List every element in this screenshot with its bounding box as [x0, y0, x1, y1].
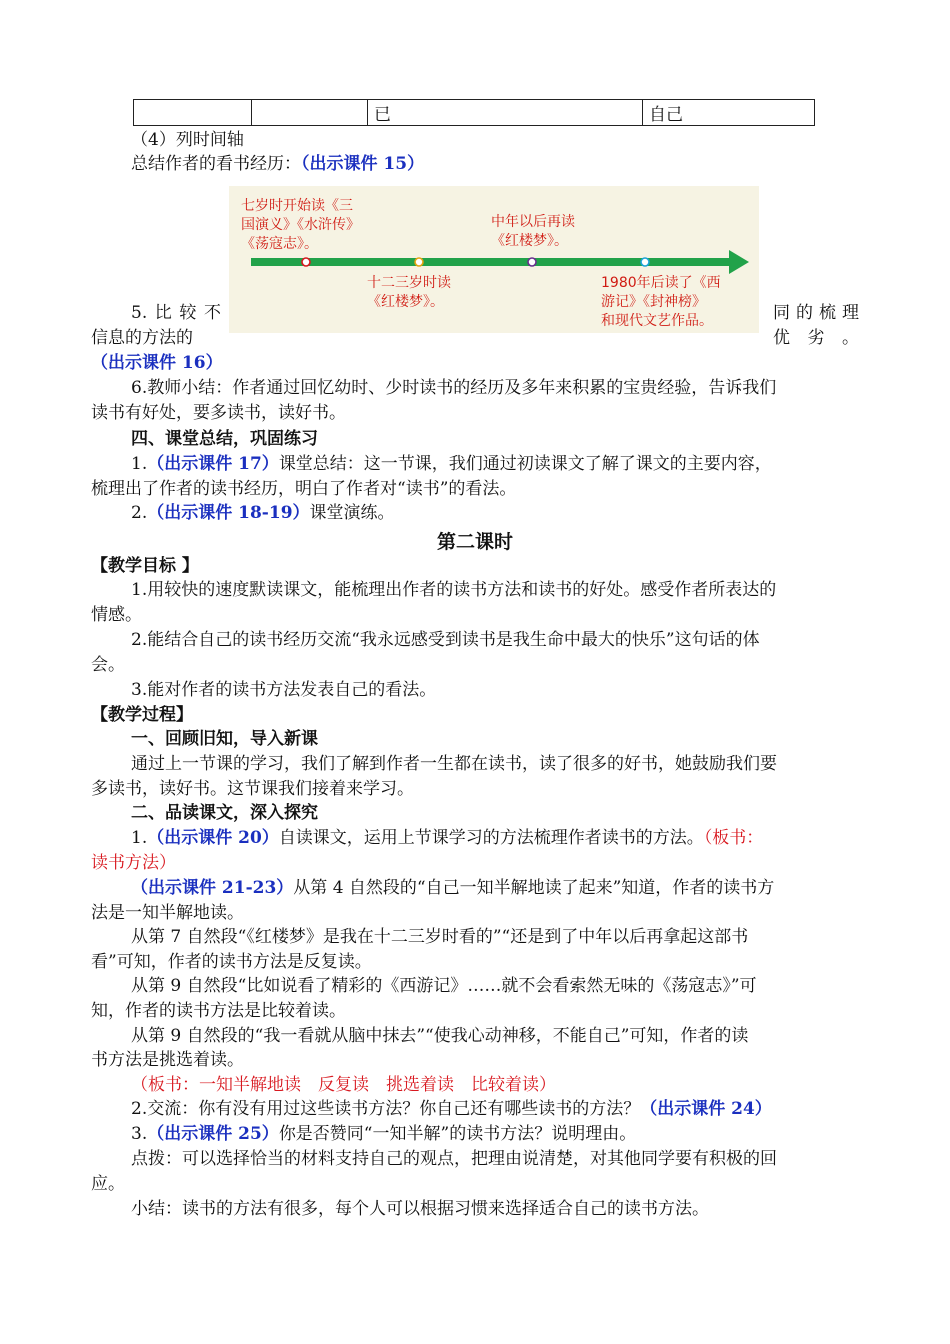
- section-heading: 一、回顾旧知，导入新课: [131, 729, 318, 749]
- timeline-point: [415, 258, 423, 266]
- paragraph: [131, 1096, 866, 1122]
- paragraph: 小结：读书的方法有很多，每个人可以根据习惯来选择适合自己的读书方法。: [131, 1199, 709, 1219]
- text: 1.: [131, 828, 148, 848]
- timeline-event: [491, 213, 575, 251]
- paragraph: 情感。: [91, 605, 142, 625]
- courseware-ref: （出示课件 24）: [640, 1099, 772, 1119]
- text: 1.: [131, 454, 148, 474]
- event-text: 《红楼梦》。: [491, 233, 568, 249]
- text: 5.比较不: [131, 303, 221, 323]
- paragraph: [131, 151, 866, 177]
- paragraph: 法是一知半解地读。: [91, 903, 244, 923]
- page-title: 第二课时: [436, 531, 513, 553]
- event-text: 七岁时开始读《三: [241, 198, 353, 214]
- timeline-event: [241, 197, 360, 254]
- paragraph: 应。: [91, 1174, 125, 1194]
- paragraph: [91, 350, 866, 376]
- table-cell: 已: [368, 100, 643, 126]
- paragraph: 会。: [91, 655, 125, 675]
- paragraph: 看”可知，作者的读书方法是反复读。: [91, 952, 372, 972]
- text: 优劣。: [773, 328, 859, 348]
- courseware-ref: （出示课件 17）: [147, 454, 279, 474]
- section-heading: 二、品读课文，深入探究: [131, 803, 318, 823]
- courseware-ref: （出示课件 25）: [147, 1124, 279, 1144]
- event-text: 十二三岁时读: [367, 275, 451, 291]
- event-text: 游记》《封神榜》: [601, 294, 706, 310]
- courseware-ref: （出示课件 21-23）: [131, 878, 294, 898]
- event-text: 国演义》《水浒传》: [241, 217, 360, 233]
- text: 2.交流：你有没有用过这些读书方法？你自己还有哪些读书的方法？: [131, 1099, 641, 1119]
- paragraph: 从第 9 自然段“比如说看了精彩的《西游记》……就不会看索然无味的《荡寇志》”可: [131, 976, 757, 996]
- courseware-ref: （出示课件 20）: [147, 828, 279, 848]
- text: 课堂演练。: [309, 503, 395, 523]
- board-note: （板书：: [703, 828, 764, 848]
- text: 从第 4 自然段的“自己一知半解地读了起来”知道，作者的读书方: [293, 878, 775, 898]
- table-cell: 自己: [643, 100, 815, 126]
- paragraph: 知，作者的读书方法是比较着读。: [91, 1001, 346, 1021]
- courseware-ref: （出示课件 18-19）: [147, 503, 310, 523]
- paragraph: [131, 451, 866, 477]
- paragraph: 3.能对作者的读书方法发表自己的看法。: [131, 680, 437, 700]
- text: 信息的方法的: [91, 328, 193, 348]
- paragraph: 点拨：可以选择恰当的材料支持自己的观点，把理由说清楚，对其他同学要有积极的回: [131, 1149, 777, 1169]
- table-row: [134, 100, 815, 126]
- timeline-event: [367, 274, 451, 312]
- timeline-figure: [229, 186, 759, 333]
- text: 2.: [131, 503, 148, 523]
- courseware-ref: （出示课件 16）: [91, 353, 223, 373]
- timeline-event: [601, 274, 721, 331]
- list-item: （4）列时间轴: [131, 130, 244, 150]
- event-text: 和现代文艺作品。: [601, 313, 713, 329]
- paragraph: 通过上一节课的学习，我们了解到作者一生都在读书，读了很多的好书，她鼓励我们要: [131, 754, 777, 774]
- section-heading: 【教学目标 】: [91, 556, 199, 576]
- timeline-point: [641, 258, 649, 266]
- section-heading: 四、课堂总结，巩固练习: [131, 429, 318, 449]
- paragraph-right: [773, 325, 859, 351]
- event-text: 《荡寇志》。: [241, 236, 318, 252]
- paragraph: 2.能结合自己的读书经历交流“我永远感受到读书是我生命中最大的快乐”这句话的体: [131, 630, 760, 650]
- paragraph: [131, 500, 866, 526]
- section-heading: 【教学过程】: [91, 705, 193, 725]
- text: 课堂总结：这一节课，我们通过初读课文了解了课文的主要内容，: [278, 454, 772, 474]
- timeline-point: [528, 258, 536, 266]
- table-cell: [252, 100, 368, 126]
- text: 你是否赞同“一知半解”的读书方法？说明理由。: [278, 1124, 637, 1144]
- text: 3.: [131, 1124, 148, 1144]
- paragraph: 多读书，读好书。这节课我们接着来学习。: [91, 779, 414, 799]
- paragraph-left: [131, 300, 221, 326]
- paragraph: 梳理出了作者的读书经历，明白了作者对“读书”的看法。: [91, 479, 517, 499]
- event-text: 1980年后读了《西: [601, 275, 721, 291]
- paragraph-left: [91, 325, 221, 351]
- paragraph: 1.用较快的速度默读课文，能梳理出作者的读书方法和读书的好处。感受作者所表达的: [131, 580, 777, 600]
- paragraph: [131, 1121, 866, 1147]
- event-text: 中年以后再读: [491, 214, 575, 230]
- paragraph: [131, 825, 866, 851]
- paragraph-right: [773, 300, 859, 326]
- paragraph: 书方法是挑选着读。: [91, 1050, 244, 1070]
- text: 自读课文，运用上节课学习的方法梳理作者读书的方法。: [278, 828, 704, 848]
- paragraph: 从第 7 自然段“《红楼梦》是我在十二三岁时看的”“还是到了中年以后再拿起这部书: [131, 927, 749, 947]
- event-text: 《红楼梦》。: [367, 294, 444, 310]
- paragraph: 6.教师小结：作者通过回忆幼时、少时读书的经历及多年来积累的宝贵经验，告诉我们: [131, 378, 777, 398]
- board-note: （板书：一知半解地读 反复读 挑选着读 比较着读）: [131, 1075, 556, 1095]
- table-cell: [134, 100, 252, 126]
- paragraph: [91, 850, 866, 876]
- table-fragment: [133, 99, 815, 126]
- board-note: 读书方法）: [91, 853, 176, 873]
- text: 同的梳理: [773, 303, 859, 323]
- paragraph: 读书有好处，要多读书，读好书。: [91, 403, 346, 423]
- courseware-ref: （出示课件 15）: [301, 154, 425, 174]
- text: 总结作者的看书经历：: [131, 154, 301, 174]
- paragraph: 从第 9 自然段的“我一看就从脑中抹去”“使我心动神移，不能自己”可知，作者的读: [131, 1026, 749, 1046]
- timeline-point: [302, 258, 310, 266]
- paragraph: [131, 875, 866, 901]
